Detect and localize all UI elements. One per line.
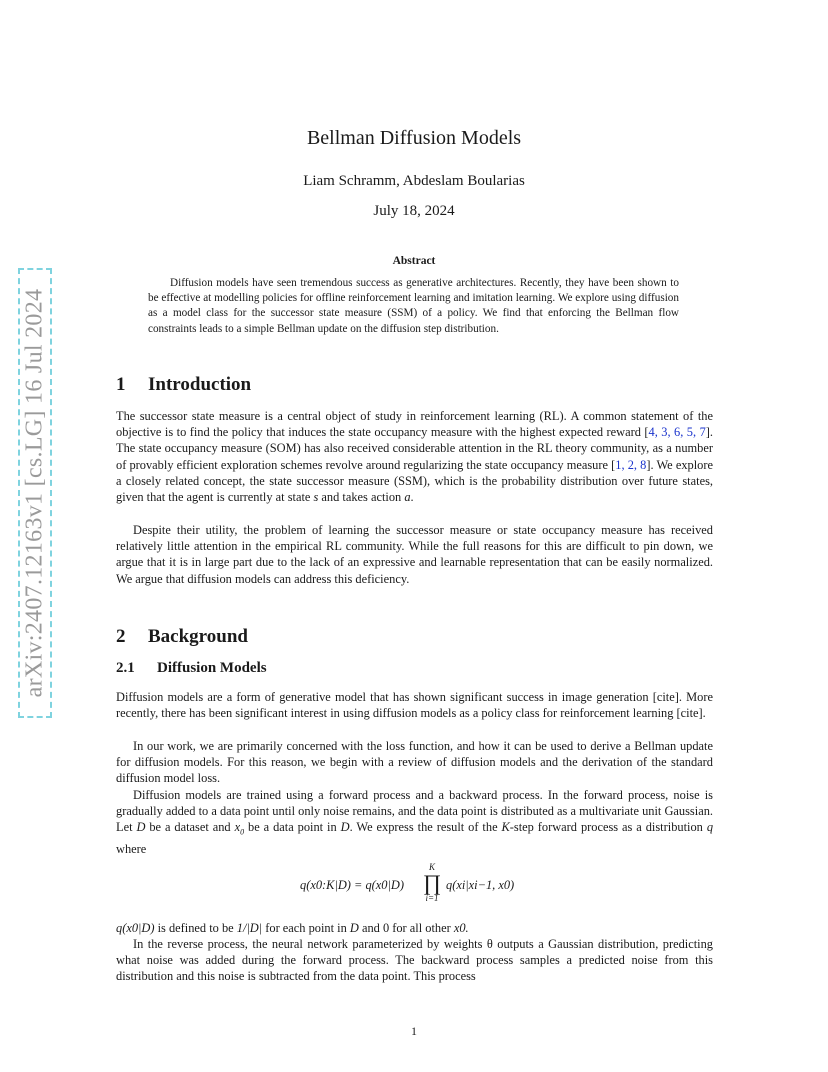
citation-link[interactable]: 1, 2, 8 <box>615 457 647 472</box>
product-operator <box>420 862 444 904</box>
page-number: 1 <box>411 1024 417 1038</box>
text-run: where <box>116 842 147 857</box>
product-lower-bound: i=1 <box>425 893 439 903</box>
math-symbol: $x_0$ <box>234 820 245 837</box>
paper-title: Bellman Diffusion Models <box>306 127 522 149</box>
intro-paragraph-2: Despite their utility, the problem of learning the successor measure or state occupancy measure has received relatively little attention in the empirical RL community. While the full reasons for this are difficult to pin down, we argue that it is in large part due to the lack of an expressive and learnable representation that can be easily normalized. We argue that diffusion models can address this deficiency. <box>116 523 713 586</box>
diffusion-paragraph-1: Diffusion models are a form of generative model that has shown significant success in image generation [cite]. More recently, there has been significant interest in using diffusion models as a policy class for reinforcement learning [cite]. <box>116 690 713 721</box>
math-symbol: a <box>404 490 411 505</box>
text-run: . <box>410 490 414 505</box>
text-run: and takes action <box>318 490 405 505</box>
intro-paragraph-1 <box>116 408 713 505</box>
paper-date: July 18, 2024 <box>373 203 455 219</box>
text-run: ]. The state occupancy measure (SOM) has also received considerable attention in the RL theory community, as a number of provably efficient exploration schemes revolve around regularizing the state occupancy measure [ <box>116 425 714 472</box>
citation-link[interactable]: 4, 3, 6, 5, 7 <box>648 425 706 440</box>
abstract-heading: Abstract <box>392 255 436 267</box>
text-run: be a data point in <box>244 820 341 835</box>
product-symbol: ∏ <box>422 870 442 895</box>
abstract-text: Diffusion models have seen tremendous success as generative architectures. Recently, they have been shown to be effective at modelling policies for offline reinforcement learning and imitation learning. We explore using diffusion as a model class for the successor state measure (SSM) of a policy. We find that enforcing the Bellman flow constraints leads to a simple Bellman update on the diffusion step distribution. <box>148 277 679 335</box>
math-symbol: x0. <box>453 921 469 935</box>
diffusion-paragraph-4 <box>116 920 713 936</box>
section-heading-background <box>116 626 248 648</box>
equation-rhs: q(xi|xi−1, x0) <box>446 878 515 892</box>
text-run: . We express the result of the <box>349 820 502 835</box>
text-run: Diffusion models are trained using a forward process and a backward process. In the forward process, noise is gradually added to a data point until only noise remains, and the data point is distributed as a multivariate unit Gaussian. Let <box>116 788 713 835</box>
math-symbol: q <box>706 820 714 835</box>
subsection-heading-diffusion-models <box>116 660 267 677</box>
diffusion-paragraph-5: In the reverse process, the neural network parameterized by weights θ outputs a Gaussian distribution, predicting what noise was added during the forward process. The backward process samples a predicted noise from this distribution and this noise is subtracted from the data point. This process <box>116 937 713 984</box>
math-fraction: 1/|D| <box>236 921 263 935</box>
subsection-title: Diffusion Models <box>157 660 267 676</box>
text-run: be a dataset and <box>145 820 235 835</box>
product-upper-bound: K <box>428 862 435 872</box>
math-symbol: D <box>136 820 146 835</box>
section-heading-introduction <box>116 374 251 396</box>
text-run: and 0 for all other <box>358 921 454 935</box>
section-number: 2 <box>116 626 126 647</box>
subsection-number: 2.1 <box>116 660 135 676</box>
diffusion-paragraph-3 <box>116 787 713 857</box>
text-run: is defined to be <box>154 921 237 935</box>
math-symbol: K <box>501 820 510 835</box>
text-run: ]. We explore a closely related concept, the state successor measure (SSM), which is the probability distribution over future states, given that the agent is currently at state <box>116 457 713 505</box>
math-symbol: s <box>313 490 319 505</box>
diffusion-paragraph-2: In our work, we are primarily concerned with the loss function, and how it can be used to derive a Bellman update for diffusion models. For this reason, we begin with a review of diffusion models and the derivation of the standard diffusion model loss. <box>116 739 713 786</box>
math-symbol: D <box>349 921 359 935</box>
math-expression: q(x0|D) <box>116 921 155 935</box>
math-symbol: D <box>340 820 350 835</box>
equation-lhs: q(x0:K|D) = q(x0|D) <box>300 878 404 892</box>
text-run: -step forward process as a distribution <box>509 820 707 835</box>
text-run: The successor state measure is a central object of study in reinforcement learning (RL). A common statement of the objective is to find the policy that induces the state occupancy measure with the highest expected reward [ <box>116 409 713 440</box>
section-title: Introduction <box>148 374 252 395</box>
forward-process-equation <box>0 862 828 910</box>
paper-authors: Liam Schramm, Abdeslam Boularias <box>303 173 525 189</box>
text-run: for each point in <box>262 921 350 935</box>
section-title: Background <box>148 626 248 647</box>
section-number: 1 <box>116 374 126 395</box>
arxiv-identifier[interactable]: arXiv:2407.12163v1 [cs.LG] 16 Jul 2024 <box>21 288 48 698</box>
